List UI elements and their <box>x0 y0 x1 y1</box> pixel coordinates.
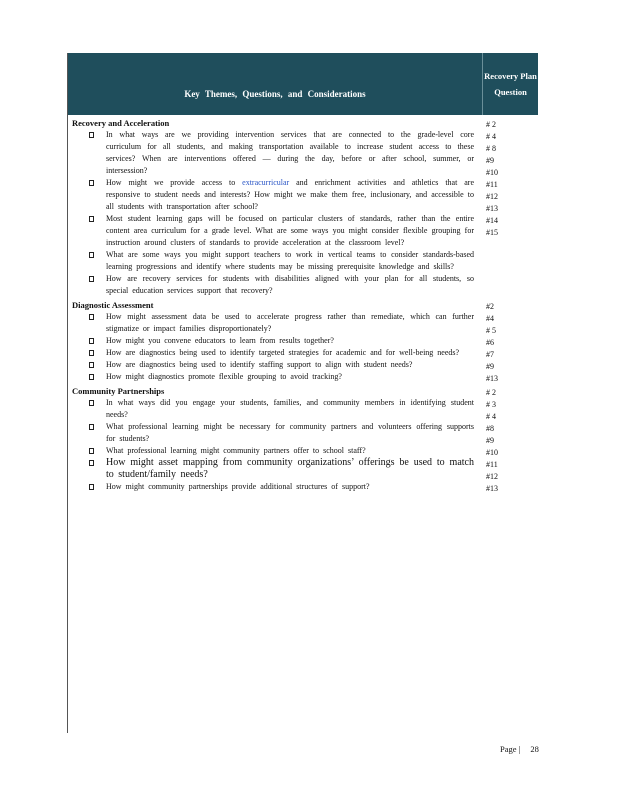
list-item <box>72 249 482 273</box>
checkbox-bullet-icon <box>89 180 94 186</box>
document-table <box>67 53 537 733</box>
item-text: What professional learning might be necessary for community partners and volunteers offering supports for students? <box>106 422 474 443</box>
page-label: Page | <box>500 744 521 754</box>
question-number: #15 <box>486 228 498 237</box>
checkbox-bullet-icon <box>89 460 94 466</box>
item-text: What professional learning might community partners offer to school staff? <box>106 446 366 455</box>
item-text <box>106 177 474 213</box>
list-item <box>72 421 482 445</box>
list-item <box>72 371 482 383</box>
item-text: How might diagnostics promote flexible grouping to avoid tracking? <box>106 372 342 381</box>
checkbox-bullet-icon <box>89 374 94 380</box>
section-content <box>68 117 482 297</box>
question-list <box>72 129 482 297</box>
header-right-label: Recovery Plan Question <box>484 71 537 97</box>
checkbox-bullet-icon <box>89 338 94 344</box>
table-header <box>68 53 538 115</box>
page-number: 28 <box>530 744 539 754</box>
question-number: #13 <box>486 374 498 383</box>
section-1 <box>68 299 538 383</box>
question-number: #9 <box>486 436 494 445</box>
question-number: #12 <box>486 192 498 201</box>
question-number: #9 <box>486 362 494 371</box>
checkbox-bullet-icon <box>89 362 94 368</box>
question-number: #11 <box>486 180 498 189</box>
question-number: #12 <box>486 472 498 481</box>
list-item <box>72 457 482 481</box>
section-content <box>68 385 482 493</box>
question-list <box>72 311 482 383</box>
question-number: #7 <box>486 350 494 359</box>
checkbox-bullet-icon <box>89 400 94 406</box>
extracurricular-link[interactable]: extracurricular <box>242 178 290 187</box>
item-text-part: and enrichment activities and athletics that are responsive to student needs and interests? How might we make them free, inclusionary, and accessible to all students with transportation after school? <box>106 178 475 211</box>
question-numbers <box>486 119 538 239</box>
table-body <box>68 115 538 493</box>
checkbox-bullet-icon <box>89 424 94 430</box>
item-text-part: How might we provide access to <box>106 178 243 187</box>
item-text: How are recovery services for students with disabilities aligned with your plan for all students, so special education services support that recovery? <box>106 274 474 295</box>
checkbox-bullet-icon <box>89 216 94 222</box>
question-number: #6 <box>486 338 494 347</box>
item-text: How might asset mapping from community organizations’ offerings be used to match to student/family needs? <box>106 457 474 480</box>
checkbox-bullet-icon <box>89 350 94 356</box>
item-text: How might assessment data be used to accelerate progress rather than remediate, which can further stigmatize or impact families disproportionately? <box>106 312 474 333</box>
question-number: # 3 <box>486 400 496 409</box>
question-number: #13 <box>486 484 498 493</box>
list-item <box>72 335 482 347</box>
section-0 <box>68 117 538 297</box>
checkbox-bullet-icon <box>89 314 94 320</box>
question-number: #2 <box>486 302 494 311</box>
checkbox-bullet-icon <box>89 276 94 282</box>
question-numbers <box>486 301 538 385</box>
question-number: # 2 <box>486 388 496 397</box>
item-text: How are diagnostics being used to identify targeted strategies for academic and for well-being needs? <box>106 348 460 357</box>
list-item <box>72 347 482 359</box>
list-item <box>72 213 482 249</box>
list-item <box>72 273 482 297</box>
question-number: #8 <box>486 424 494 433</box>
question-number: #11 <box>486 460 498 469</box>
question-number: # 5 <box>486 326 496 335</box>
question-list <box>72 397 482 493</box>
checkbox-bullet-icon <box>89 448 94 454</box>
checkbox-bullet-icon <box>89 132 94 138</box>
question-number: #4 <box>486 314 494 323</box>
item-text: How might community partnerships provide additional structures of support? <box>106 482 370 491</box>
list-item <box>72 311 482 335</box>
list-item <box>72 359 482 371</box>
list-item <box>72 177 482 213</box>
section-2 <box>68 385 538 493</box>
list-item <box>72 397 482 421</box>
question-number: #13 <box>486 204 498 213</box>
item-text: How might you convene educators to learn from results together? <box>106 336 334 345</box>
list-item <box>72 129 482 177</box>
section-heading: Diagnostic Assessment <box>72 300 154 310</box>
section-heading: Community Partnerships <box>72 386 165 396</box>
checkbox-bullet-icon <box>89 252 94 258</box>
list-item <box>72 481 482 493</box>
question-number: # 4 <box>486 132 496 141</box>
question-numbers <box>486 387 538 495</box>
header-recovery-plan-question <box>482 53 538 115</box>
item-text: How are diagnostics being used to identify staffing support to align with student needs? <box>106 360 413 369</box>
item-text: In what ways are we providing intervention services that are connected to the grade-level core curriculum for all students, and making transportation available to increase student access to these services? When are interventions offered — during the day, before or after school, summer, or intersession? <box>106 130 474 175</box>
item-text: In what ways did you engage your students, families, and community members in identifying student needs? <box>106 398 474 419</box>
section-heading: Recovery and Acceleration <box>72 118 170 128</box>
question-number: #9 <box>486 156 494 165</box>
question-number: #10 <box>486 448 498 457</box>
page-footer <box>500 744 539 754</box>
checkbox-bullet-icon <box>89 484 94 490</box>
question-number: # 2 <box>486 120 496 129</box>
question-number: # 8 <box>486 144 496 153</box>
question-number: #10 <box>486 168 498 177</box>
list-item <box>72 445 482 457</box>
question-number: #14 <box>486 216 498 225</box>
item-text: What are some ways you might support teachers to work in vertical teams to consider standards-based learning progressions and identify where students may be missing prerequisite knowledge and skills? <box>106 250 474 271</box>
header-title: Key Themes, Questions, and Considerations <box>184 89 366 99</box>
question-number: # 4 <box>486 412 496 421</box>
item-text: Most student learning gaps will be focused on particular clusters of standards, rather than the entire content area curriculum for a grade level. What are some ways you might consider flexible grouping for instruction around clusters of standards to provide acceleration at the classroom level? <box>106 214 474 247</box>
section-content <box>68 299 482 383</box>
